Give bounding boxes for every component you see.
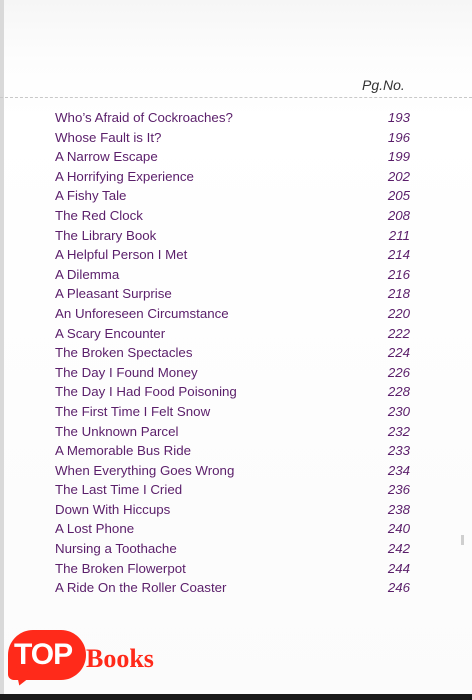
toc-title: A Dilemma — [55, 266, 120, 282]
toc-page-number: 216 — [387, 266, 410, 282]
toc-title: The Unknown Parcel — [55, 423, 179, 439]
toc-page-number: 233 — [387, 443, 410, 459]
toc-row — [0, 541, 472, 561]
toc-page-number: 220 — [387, 305, 410, 321]
toc-page-number: 222 — [387, 325, 410, 341]
toc-row — [0, 228, 472, 248]
toc-title: A Horrifying Experience — [55, 168, 194, 184]
toc-page-number: 240 — [387, 521, 410, 537]
toc-title: A Lost Phone — [55, 521, 135, 537]
toc-row — [0, 188, 472, 208]
toc-title: The Red Clock — [55, 207, 143, 223]
toc-title: Nursing a Toothache — [55, 541, 177, 557]
toc-title: A Pleasant Surprise — [55, 286, 172, 302]
toc-page-number: 218 — [387, 286, 410, 302]
toc-page-number: 193 — [387, 110, 410, 125]
scan-mark — [461, 535, 464, 545]
toc-page-number: 238 — [387, 501, 410, 517]
toc-row — [0, 306, 472, 326]
toc-title: The Broken Flowerpot — [55, 560, 186, 576]
toc-page-number: 208 — [387, 207, 410, 223]
toc-page-number: 244 — [387, 560, 410, 576]
toc-page-number: 196 — [387, 129, 410, 145]
toc-page-number: 242 — [387, 541, 410, 557]
toc-title: A Memorable Bus Ride — [55, 443, 191, 459]
toc-title: A Scary Encounter — [55, 325, 166, 341]
toc-title: A Narrow Escape — [55, 149, 158, 165]
toc-title: A Fishy Tale — [55, 188, 127, 204]
toc-page-number: 246 — [387, 580, 410, 596]
toc-page-number: 214 — [387, 247, 410, 263]
table-of-contents — [0, 110, 472, 600]
toc-page-number: 234 — [387, 462, 410, 478]
toc-title: A Ride On the Roller Coaster — [55, 580, 227, 596]
toc-row — [0, 580, 472, 600]
toc-row — [0, 130, 472, 150]
toc-title: Whose Fault is It? — [55, 129, 162, 145]
logo-top-text: TOP — [14, 638, 73, 671]
toc-title: A Helpful Person I Met — [55, 247, 188, 263]
toc-row — [0, 521, 472, 541]
toc-page-number: 228 — [387, 384, 410, 400]
toc-row — [0, 502, 472, 522]
toc-page-number: 199 — [387, 149, 410, 165]
toc-title: Who’s Afraid of Cockroaches? — [55, 110, 233, 125]
toc-row — [0, 326, 472, 346]
toc-row — [0, 247, 472, 267]
toc-title: The Day I Found Money — [55, 364, 198, 380]
toc-row — [0, 561, 472, 581]
toc-title: An Unforeseen Circumstance — [55, 305, 229, 321]
toc-row — [0, 286, 472, 306]
toc-row — [0, 384, 472, 404]
toc-page-number: 224 — [387, 345, 410, 361]
toc-title: The Last Time I Cried — [55, 482, 183, 498]
toc-page-number: 226 — [387, 364, 410, 380]
toc-row — [0, 110, 472, 130]
toc-row — [0, 208, 472, 228]
bottom-edge — [0, 694, 472, 700]
toc-page-number: 232 — [387, 423, 410, 439]
topbooks-logo — [0, 624, 200, 694]
toc-title: The Day I Had Food Poisoning — [55, 384, 237, 400]
page-number-heading: Pg.No. — [362, 77, 405, 93]
toc-page-number: 211 — [388, 227, 410, 243]
toc-row — [0, 149, 472, 169]
toc-row — [0, 404, 472, 424]
toc-title: Down With Hiccups — [55, 501, 171, 517]
toc-title: When Everything Goes Wrong — [55, 462, 235, 478]
toc-title: The First Time I Felt Snow — [55, 403, 211, 419]
toc-row — [0, 463, 472, 483]
toc-row — [0, 267, 472, 287]
toc-page-number: 230 — [387, 403, 410, 419]
toc-page-number: 236 — [387, 482, 410, 498]
toc-row — [0, 345, 472, 365]
toc-title: The Library Book — [55, 227, 157, 243]
header-divider — [0, 97, 472, 98]
toc-row — [0, 365, 472, 385]
toc-row — [0, 443, 472, 463]
toc-row — [0, 169, 472, 189]
toc-page-number: 202 — [387, 168, 410, 184]
toc-title: The Broken Spectacles — [55, 345, 193, 361]
toc-row — [0, 424, 472, 444]
toc-page-number: 205 — [387, 188, 410, 204]
logo-books-text: Books — [86, 644, 154, 673]
toc-row — [0, 482, 472, 502]
